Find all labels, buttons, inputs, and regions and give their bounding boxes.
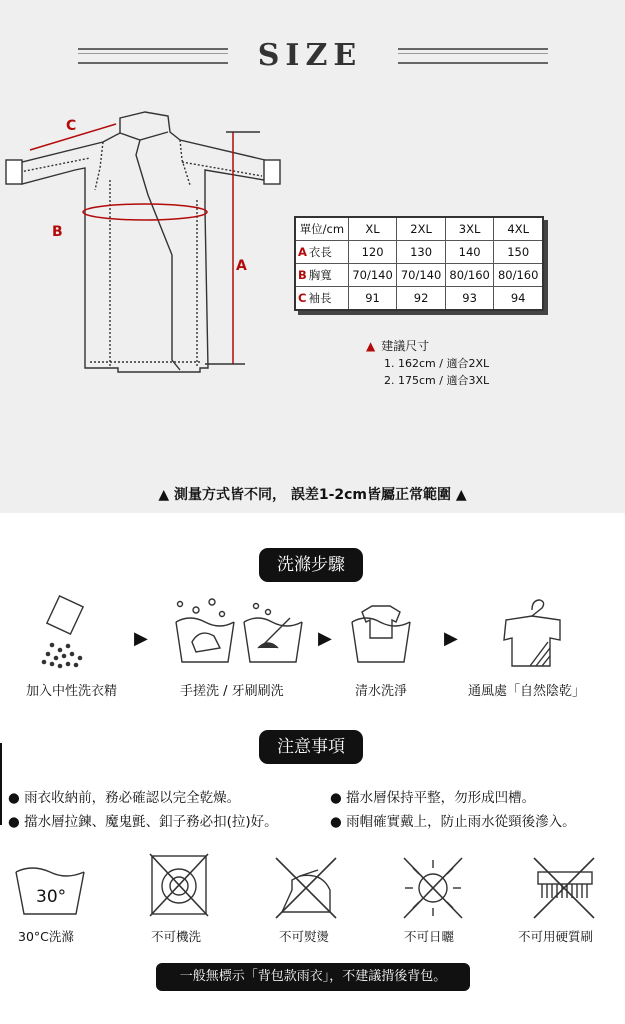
care-label: 不可機洗 [151, 929, 202, 944]
row-head: B 胸寬 [295, 264, 348, 287]
hand-wash-icon [176, 599, 234, 662]
wash-step-label: 通風處「自然陰乾」 [468, 684, 586, 699]
triangle-icon: ▲ [366, 339, 376, 353]
table-cell: 80/160 [494, 264, 543, 287]
chest-width-ellipse [83, 204, 207, 220]
header-cell: 單位/cm [295, 217, 348, 241]
title-rule-left [78, 48, 228, 64]
wash-step-label: 手搓洗 / 牙刷刷洗 [180, 684, 284, 699]
caution-item: ● 雨帽確實戴上，防止雨水從頸後滲入。 [330, 814, 576, 830]
bullet-icon: ● [330, 790, 342, 806]
title-rule-right [398, 48, 548, 64]
care-label: 30°C洗滌 [18, 929, 74, 944]
arrow-icon: ▶ [134, 628, 148, 649]
table-cell: 140 [445, 241, 494, 264]
row-head: A 衣長 [295, 241, 348, 264]
footer-notice: 一般無標示「背包款雨衣」，不建議揹後背包。 [156, 963, 470, 991]
no-sun-dry-icon [404, 858, 462, 918]
header-cell: 3XL [445, 217, 494, 241]
brush-wash-icon [244, 604, 302, 663]
arrow-icon: ▶ [318, 628, 332, 649]
care-label: 不可熨燙 [279, 929, 330, 944]
table-cell: 80/160 [445, 264, 494, 287]
table-cell: 150 [494, 241, 543, 264]
caution-item: ● 擋水層保持平整，勿形成凹槽。 [330, 790, 536, 806]
coat-outline [6, 112, 280, 372]
bullet-icon: ● [8, 814, 20, 830]
rinse-icon [352, 606, 410, 662]
wash-30-icon [16, 868, 84, 914]
table-cell: 70/140 [348, 264, 397, 287]
measurement-guides [30, 124, 260, 364]
no-iron-icon [276, 858, 336, 918]
recommended-size [366, 338, 489, 389]
table-cell: 93 [445, 287, 494, 311]
table-cell: 94 [494, 287, 543, 311]
detergent-icon [42, 596, 83, 668]
table-row [295, 241, 543, 264]
no-machine-wash-icon [150, 854, 208, 916]
recommend-line: 2. 175cm / 適合3XL [384, 374, 490, 387]
bullet-icon: ● [8, 790, 20, 806]
table-cell: 130 [397, 241, 446, 264]
left-divider [0, 743, 2, 825]
size-title-bar [0, 38, 625, 78]
care-label: 不可日曬 [404, 929, 455, 944]
bullet-icon: ● [330, 814, 342, 830]
caution-item: ● 雨衣收納前，務必確認以完全乾燥。 [8, 790, 241, 806]
care-symbols [0, 850, 625, 925]
header-cell: 4XL [494, 217, 543, 241]
size-table-header [295, 217, 543, 241]
size-table [294, 216, 544, 311]
no-hard-brush-icon [534, 858, 594, 918]
svg-text:30°: 30° [36, 887, 67, 907]
size-title: SIZE [257, 38, 363, 73]
table-cell: 91 [348, 287, 397, 311]
wash-step-label: 加入中性洗衣精 [26, 684, 118, 699]
table-cell: 120 [348, 241, 397, 264]
table-row [295, 264, 543, 287]
wash-step-label: 清水洗淨 [355, 684, 408, 699]
header-cell: 2XL [397, 217, 446, 241]
label-a: A [236, 258, 247, 274]
arrow-icon: ▶ [444, 628, 458, 649]
wash-icons [0, 590, 625, 675]
row-head: C 袖長 [295, 287, 348, 311]
measurement-note: ▲ 測量方式皆不同， 誤差1-2cm皆屬正常範圍 ▲ [158, 487, 467, 503]
hang-dry-icon [504, 600, 560, 666]
table-cell: 70/140 [397, 264, 446, 287]
table-cell: 92 [397, 287, 446, 311]
recommend-line: 1. 162cm / 適合2XL [384, 357, 490, 370]
recommend-title: 建議尺寸 [381, 339, 430, 353]
care-label: 不可用硬質刷 [518, 929, 594, 944]
table-row [295, 287, 543, 311]
caution-header: 注意事項 [259, 730, 363, 764]
wash-steps-header: 洗滌步驟 [259, 548, 363, 582]
caution-item: ● 擋水層拉鍊、魔鬼氈、釦子務必扣(拉)好。 [8, 814, 278, 830]
label-c: C [66, 118, 77, 134]
header-cell: XL [348, 217, 397, 241]
label-b: B [52, 224, 63, 240]
